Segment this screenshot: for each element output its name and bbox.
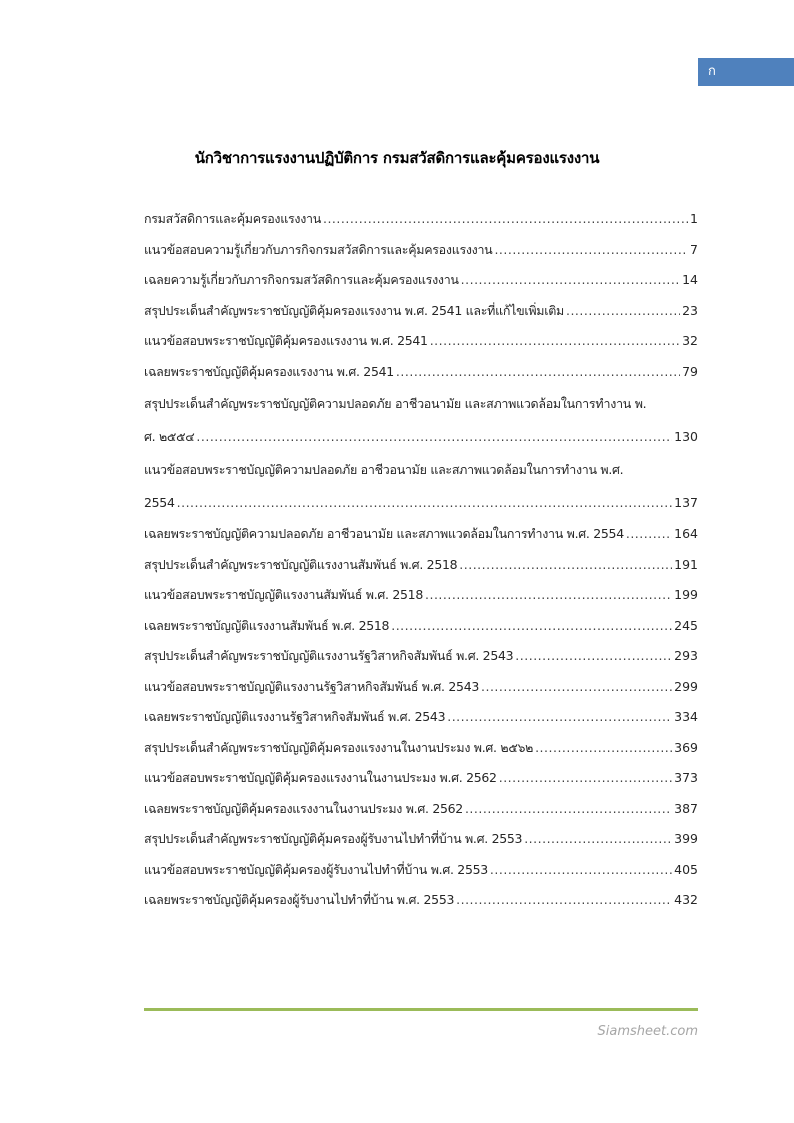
toc-entry-title-line2: ศ. ๒๕๕๔ <box>144 429 195 444</box>
dot-leader <box>396 357 680 388</box>
dot-leader <box>515 641 672 672</box>
toc-entry[interactable] <box>144 235 698 266</box>
toc-entry-title-line2: 2554 <box>144 495 175 510</box>
dot-leader <box>425 580 672 611</box>
dot-leader <box>461 265 680 296</box>
toc-entry[interactable] <box>144 672 698 703</box>
toc-entry-page: 387 <box>674 800 698 816</box>
toc-entry-title: แนวข้อสอบพระราชบัญญัติแรงงานรัฐวิสาหกิจสัมพันธ์ พ.ศ. 2543 <box>144 678 479 694</box>
footer-divider <box>144 1008 698 1011</box>
dot-leader <box>459 550 672 581</box>
toc-entry-title: สรุปประเด็นสำคัญพระราชบัญญัติคุ้มครองผู้รับงานไปทำที่บ้าน พ.ศ. 2553 <box>144 831 523 846</box>
footer-site-name: Siamsheet.com <box>597 1024 698 1039</box>
toc-entry[interactable] <box>144 453 698 519</box>
dot-leader <box>494 235 688 266</box>
toc-entry-page: 79 <box>682 363 698 379</box>
toc-entry-page: 7 <box>690 241 698 257</box>
toc-entry-page: 369 <box>674 739 698 755</box>
dot-leader <box>456 885 672 916</box>
toc-entry-page: 1 <box>690 211 698 226</box>
toc-entry-title: เฉลยพระราชบัญญัติแรงงานรัฐวิสาหกิจสัมพันธ์ พ.ศ. 2543 <box>144 709 446 724</box>
toc-entry[interactable] <box>144 824 698 855</box>
toc-entry-title: แนวข้อสอบพระราชบัญญัติคุ้มครองผู้รับงานไปทำที่บ้าน พ.ศ. 2553 <box>144 861 488 877</box>
dot-leader <box>177 486 673 519</box>
toc-entry[interactable] <box>144 550 698 581</box>
dot-leader <box>566 296 680 327</box>
toc-entry-title-line1: แนวข้อสอบพระราชบัญญัติความปลอดภัย อาชีวอนามัย และสภาพแวดล้อมในการทำงาน พ.ศ. <box>144 462 624 477</box>
toc-entry-page: 130 <box>674 429 698 444</box>
toc-entry-page: 14 <box>682 272 698 287</box>
toc-entry[interactable] <box>144 296 698 327</box>
dot-leader <box>430 326 680 357</box>
toc-entry-page: 293 <box>674 648 698 663</box>
table-of-contents <box>144 204 698 916</box>
toc-entry-page: 32 <box>682 333 698 348</box>
dot-leader <box>447 702 672 733</box>
toc-entry-title: เฉลยพระราชบัญญัติคุ้มครองแรงงานในงานประมง พ.ศ. 2562 <box>144 800 463 816</box>
toc-entry[interactable] <box>144 204 698 235</box>
dot-leader <box>465 794 672 825</box>
toc-entry-title: แนวข้อสอบพระราชบัญญัติคุ้มครองแรงงาน พ.ศ. 2541 <box>144 333 428 348</box>
toc-entry-title: แนวข้อสอบความรู้เกี่ยวกับภารกิจกรมสวัสดิการและคุ้มครองแรงงาน <box>144 241 493 257</box>
toc-entry[interactable] <box>144 387 698 453</box>
document-title: นักวิชาการแรงงานปฏิบัติการ กรมสวัสดิการและคุ้มครองแรงงาน <box>194 149 600 167</box>
toc-entry[interactable] <box>144 641 698 672</box>
toc-entry[interactable] <box>144 611 698 642</box>
toc-entry-title: เฉลยพระราชบัญญัติแรงงานสัมพันธ์ พ.ศ. 2518 <box>144 617 390 633</box>
toc-entry[interactable] <box>144 733 698 764</box>
toc-entry[interactable] <box>144 885 698 916</box>
dot-leader <box>524 824 672 855</box>
toc-entry[interactable] <box>144 519 698 550</box>
dot-leader <box>196 420 672 453</box>
toc-entry[interactable] <box>144 326 698 357</box>
toc-entry[interactable] <box>144 580 698 611</box>
toc-entry-title: เฉลยพระราชบัญญัติคุ้มครองผู้รับงานไปทำที่บ้าน พ.ศ. 2553 <box>144 892 455 907</box>
dot-leader <box>391 611 672 642</box>
toc-entry-title: สรุปประเด็นสำคัญพระราชบัญญัติแรงงานรัฐวิสาหกิจสัมพันธ์ พ.ศ. 2543 <box>144 648 514 663</box>
toc-entry-page: 137 <box>674 495 698 510</box>
toc-entry-page: 191 <box>674 556 698 572</box>
toc-entry[interactable] <box>144 357 698 388</box>
dot-leader <box>499 763 672 794</box>
toc-entry[interactable] <box>144 855 698 886</box>
toc-entry-page: 299 <box>674 678 698 694</box>
page-number-badge <box>698 58 794 86</box>
toc-entry-title: สรุปประเด็นสำคัญพระราชบัญญัติคุ้มครองแรงงาน พ.ศ. 2541 และที่แก้ไขเพิ่มเติม <box>144 302 564 318</box>
page-number-label: ก <box>708 64 716 79</box>
toc-entry-title: สรุปประเด็นสำคัญพระราชบัญญัติคุ้มครองแรงงานในงานประมง พ.ศ. ๒๕๖๒ <box>144 739 534 755</box>
toc-entry-title: เฉลยพระราชบัญญัติความปลอดภัย อาชีวอนามัย และสภาพแวดล้อมในการทำงาน พ.ศ. 2554 <box>144 526 624 541</box>
toc-entry-page: 405 <box>674 861 698 877</box>
dot-leader <box>490 855 672 886</box>
dot-leader <box>535 733 672 764</box>
toc-entry-page: 245 <box>674 617 698 633</box>
toc-entry-page: 164 <box>674 526 698 541</box>
toc-entry-title: สรุปประเด็นสำคัญพระราชบัญญัติแรงงานสัมพันธ์ พ.ศ. 2518 <box>144 556 458 572</box>
toc-entry-page: 373 <box>674 770 698 785</box>
toc-entry-page: 334 <box>674 709 698 724</box>
toc-entry-title: แนวข้อสอบพระราชบัญญัติคุ้มครองแรงงานในงานประมง พ.ศ. 2562 <box>144 770 497 785</box>
toc-entry-title: เฉลยความรู้เกี่ยวกับภารกิจกรมสวัสดิการและคุ้มครองแรงงาน <box>144 272 459 287</box>
dot-leader <box>626 519 672 550</box>
toc-entry[interactable] <box>144 763 698 794</box>
toc-entry-title: เฉลยพระราชบัญญัติคุ้มครองแรงงาน พ.ศ. 2541 <box>144 363 394 379</box>
toc-entry-page: 199 <box>674 587 698 602</box>
toc-entry-title: กรมสวัสดิการและคุ้มครองแรงงาน <box>144 211 321 226</box>
toc-entry[interactable] <box>144 794 698 825</box>
toc-entry[interactable] <box>144 265 698 296</box>
dot-leader <box>481 672 672 703</box>
toc-entry-page: 399 <box>674 831 698 846</box>
dot-leader <box>323 204 688 235</box>
toc-entry-title: แนวข้อสอบพระราชบัญญัติแรงงานสัมพันธ์ พ.ศ. 2518 <box>144 587 423 602</box>
toc-entry-page: 23 <box>682 302 698 318</box>
toc-entry-page: 432 <box>674 892 698 907</box>
toc-entry[interactable] <box>144 702 698 733</box>
toc-entry-title-line1: สรุปประเด็นสำคัญพระราชบัญญัติความปลอดภัย อาชีวอนามัย และสภาพแวดล้อมในการทำงาน พ. <box>144 396 647 411</box>
